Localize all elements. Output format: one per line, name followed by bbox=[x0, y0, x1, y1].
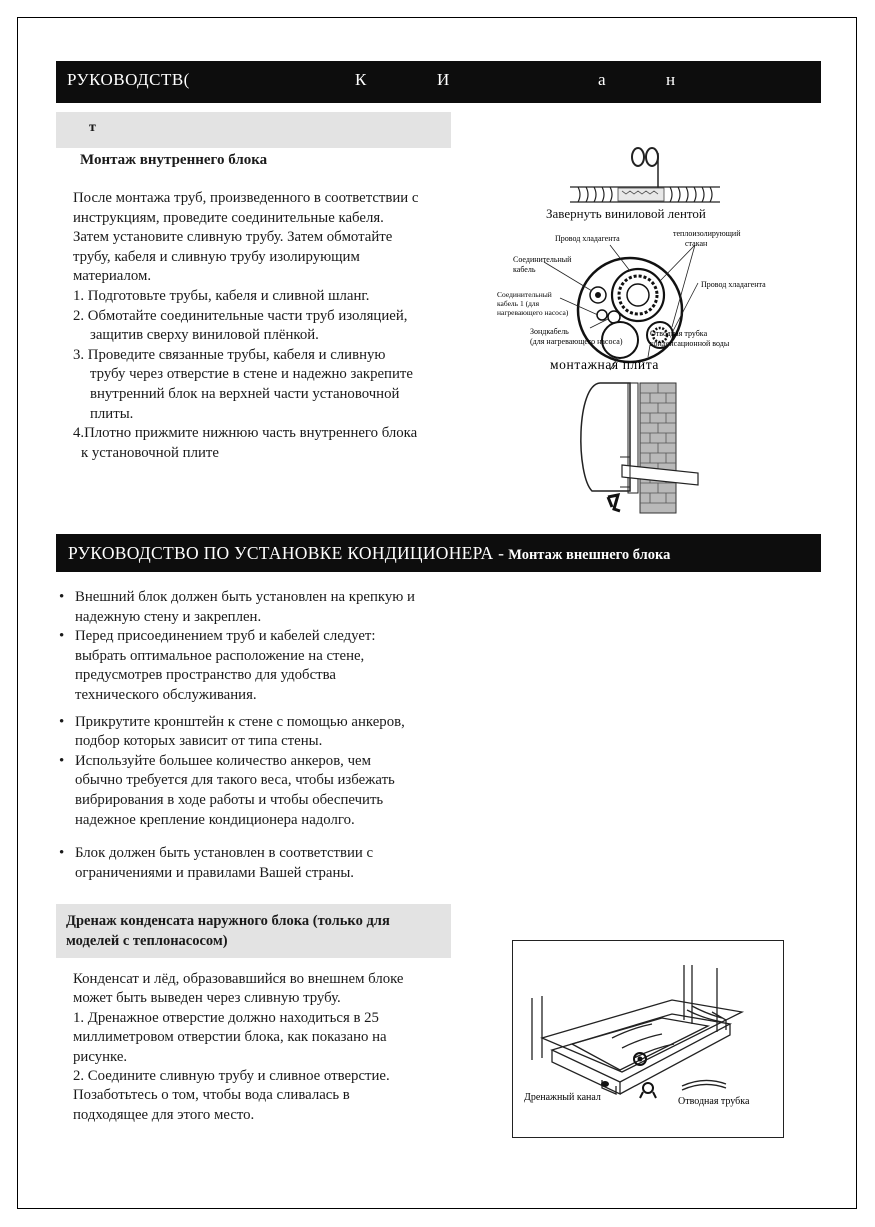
drain-section-title-box bbox=[56, 904, 451, 958]
text-line: миллиметровом отверстии блока, как показано на bbox=[73, 1029, 387, 1046]
text-line: ограничениями и правилами Вашей страны. bbox=[75, 864, 355, 881]
insulating-cup-label: стакан bbox=[685, 239, 708, 248]
connecting-cable-heat-label: Соединительный bbox=[497, 290, 552, 299]
text-line: 2. Обмотайте соединительные части труб изоляцией, bbox=[73, 307, 408, 324]
text-line: к установочной плите bbox=[81, 444, 219, 461]
refrigerant-pipe-label-top: Провод хладагента bbox=[555, 234, 620, 243]
section-label-box bbox=[56, 112, 451, 148]
bullet-icon: • bbox=[59, 752, 65, 769]
outdoor-bullet-list bbox=[58, 588, 415, 883]
text-line: может быть выведен через сливную трубу. bbox=[73, 990, 341, 1007]
wrap-label: Завернуть виниловой лентой bbox=[546, 206, 706, 221]
text-line: выбрать оптимальное расположение на стене, bbox=[75, 647, 365, 664]
header-fragment: а bbox=[598, 70, 607, 89]
text-line: инструкциям, проведите соединительные кабеля. bbox=[73, 209, 384, 226]
drain-pipe-label: Отводная трубка bbox=[650, 329, 708, 338]
text-line: Внешний блок должен быть установлен на крепкую и bbox=[75, 589, 415, 605]
text-line: плиты. bbox=[90, 405, 134, 422]
unit-on-wall-illustration bbox=[581, 383, 698, 513]
drain-text bbox=[73, 970, 404, 1125]
text-line: 3. Проведите связанные трубы, кабеля и сливную bbox=[73, 346, 386, 363]
indoor-subtitle: Монтаж внутреннего блока bbox=[80, 152, 268, 168]
section-label: т bbox=[89, 120, 96, 135]
text-line: трубу, кабеля и сливную трубу изолирующим bbox=[73, 248, 360, 265]
text-line: Блок должен быть установлен в соответствии с bbox=[75, 845, 374, 862]
text-line: обычно требуется для такого веса, чтобы избежать bbox=[75, 772, 395, 789]
bullet-icon: • bbox=[59, 713, 65, 730]
header-fragment: н bbox=[666, 70, 676, 89]
bullet-icon: • bbox=[59, 845, 65, 862]
list-item bbox=[58, 627, 415, 705]
text-line: Затем установите сливную трубу. Затем обмотайте bbox=[73, 229, 393, 246]
text-line: Перед присоединением труб и кабелей следует: bbox=[75, 628, 376, 645]
mounting-plate-label: монтажная плита bbox=[550, 357, 659, 372]
drain-tube-label: Отводная трубка bbox=[678, 1096, 750, 1107]
text-line: трубу через отверстие в стене и надежно закрепите bbox=[90, 366, 413, 383]
list-item bbox=[58, 844, 415, 883]
indoor-installation-figure bbox=[480, 135, 780, 525]
drain-section-title: моделей с теплонасосом) bbox=[66, 933, 228, 949]
text-line: внутренний блок на верхней части установочной bbox=[90, 385, 400, 402]
list-item bbox=[58, 588, 415, 627]
connecting-cable-label: Соединительный bbox=[513, 255, 572, 264]
text-line: 1. Дренажное отверстие должно находиться в 25 bbox=[73, 1009, 379, 1026]
probe-cable-label: Зондкабель bbox=[530, 327, 569, 336]
text-line: материалом. bbox=[73, 268, 152, 285]
refrigerant-pipe-label-right: Провод хладагента bbox=[701, 280, 766, 289]
text-line: 1. Подготовьте трубы, кабеля и сливной шланг. bbox=[73, 287, 370, 304]
text-line: Позаботьтесь о том, чтобы вода сливалась в bbox=[73, 1087, 350, 1104]
insulating-cup-label: теплоизолирующий bbox=[673, 229, 741, 238]
drain-figure bbox=[512, 940, 784, 1138]
list-item bbox=[58, 752, 415, 830]
text-line: вибрирования в ходе работы и чтобы обеспечить bbox=[75, 791, 384, 808]
outdoor-section-header bbox=[56, 534, 821, 572]
header-fragment: РУКОВОДСТВ( bbox=[67, 70, 190, 89]
text-line: Используйте большее количество анкеров, чем bbox=[75, 752, 371, 769]
bullet-icon: • bbox=[59, 628, 65, 645]
text-line: подбор которых зависит от типа стены. bbox=[75, 733, 323, 750]
text-line: предусмотрев пространство для удобства bbox=[75, 667, 336, 684]
header-fragment: К bbox=[355, 70, 367, 89]
text-line: 4.Плотно прижмите нижнюю часть внутреннего блока bbox=[73, 425, 418, 442]
text-line: надежное крепление кондиционера надолго. bbox=[75, 811, 355, 828]
text-line: защитив сверху виниловой плёнкой. bbox=[90, 327, 319, 344]
outdoor-header-title: РУКОВОДСТВО ПО УСТАНОВКЕ КОНДИЦИОНЕРА - bbox=[68, 543, 505, 563]
drain-pipe-label: конденсационной воды bbox=[650, 339, 730, 348]
text-line: После монтажа труб, произведенного в соответствии с bbox=[73, 190, 419, 206]
probe-cable-label: (для нагревающего насоса) bbox=[530, 337, 623, 346]
bullet-icon: • bbox=[59, 589, 65, 605]
text-line: Конденсат и лёд, образовавшийся во внешнем блоке bbox=[73, 971, 404, 987]
text-line: технического обслуживания. bbox=[75, 686, 257, 703]
list-item bbox=[58, 713, 415, 752]
connecting-cable-label: кабель bbox=[513, 265, 536, 274]
text-line: Прикрутите кронштейн к стене с помощью анкеров, bbox=[75, 713, 405, 730]
header-fragment: И bbox=[437, 70, 450, 89]
drain-channel-label: Дренажный канал bbox=[524, 1092, 601, 1103]
wrapped-pipe-illustration bbox=[570, 148, 720, 202]
text-line: надежную стену и закреплен. bbox=[75, 608, 262, 625]
outdoor-header-subtitle: Монтаж внешнего блока bbox=[508, 547, 671, 563]
text-line: рисунке. bbox=[73, 1048, 128, 1065]
indoor-text bbox=[73, 189, 418, 463]
text-line: 2. Соедините сливную трубу и сливное отверстие. bbox=[73, 1068, 390, 1085]
drain-section-title: Дренаж конденсата наружного блока (только для bbox=[66, 913, 390, 929]
header-bar bbox=[56, 61, 821, 103]
text-line: подходящее для этого место. bbox=[73, 1106, 255, 1123]
connecting-cable-heat-label: кабель 1 (для bbox=[497, 299, 540, 308]
connecting-cable-heat-label: нагревающего насоса) bbox=[497, 308, 569, 317]
